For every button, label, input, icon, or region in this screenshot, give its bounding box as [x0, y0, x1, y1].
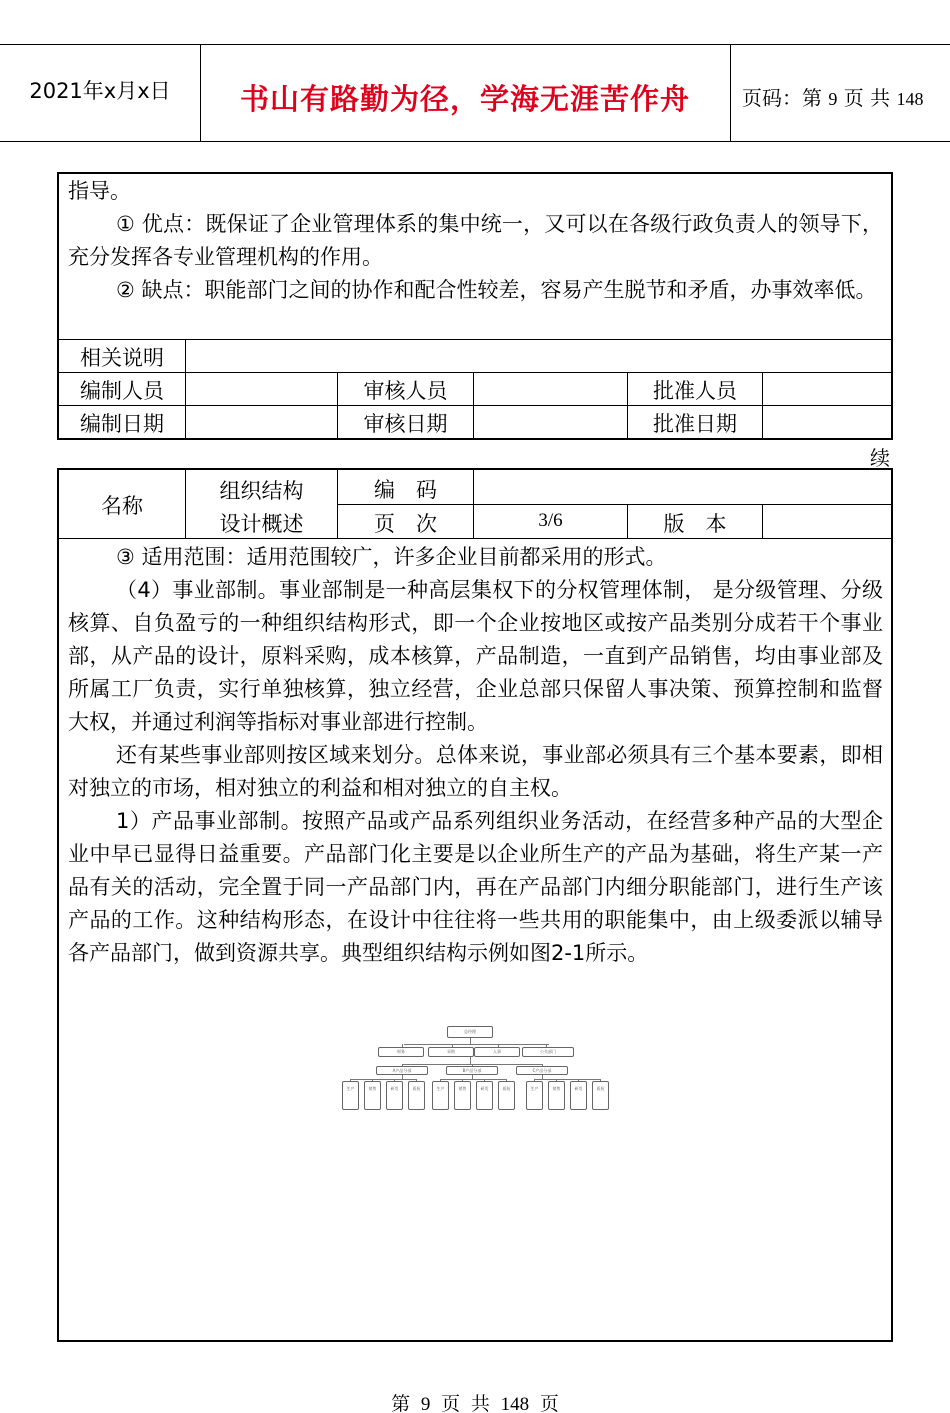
- org-chart-figure: [334, 1022, 620, 1114]
- review-date-label: 审核日期: [363, 412, 448, 436]
- org-box-division: C产品分部: [516, 1066, 568, 1075]
- header-page-total: 148: [896, 89, 924, 109]
- org-box-unit: 生产: [342, 1081, 359, 1110]
- org-box-unit: 研发: [386, 1081, 403, 1110]
- org-box-dept: 人事: [474, 1047, 520, 1057]
- org-box-unit: 研发: [570, 1081, 587, 1110]
- paragraph: ② 缺点：职能部门之间的协作和配合性较差，容易产生脱节和矛盾，办事效率低。: [116, 278, 877, 302]
- table-rule: [762, 504, 763, 538]
- org-box-division: A产品分部: [376, 1066, 428, 1075]
- header-divider: [730, 45, 731, 141]
- name-label: 名称: [101, 494, 143, 518]
- org-chart-connector: [440, 1079, 506, 1080]
- org-box-unit: 销售: [454, 1081, 471, 1110]
- header-page-info: [742, 82, 950, 111]
- header-page-label: 页码：第: [742, 86, 822, 110]
- table-rule: [57, 372, 893, 373]
- header-page-mid: 页 共: [843, 86, 891, 110]
- continued-label: 续: [870, 446, 890, 470]
- reviewer-label: 审核人员: [363, 379, 448, 403]
- paragraph: 还有某些事业部则按区域来划分。总体来说，事业部必须具有三个基本要素，即相对独立的市场，相对独立的利益和相对独立的自主权。: [68, 743, 883, 800]
- table-rule: [57, 405, 893, 406]
- header-page-number: 9: [828, 89, 838, 109]
- page-footer: 第 9 页 共 148 页: [391, 1394, 559, 1413]
- header-date: 2021年x月x日: [29, 79, 171, 103]
- org-box-unit: 销售: [364, 1081, 381, 1110]
- org-box-unit: 生产: [526, 1081, 543, 1110]
- org-box-unit: 销售: [548, 1081, 565, 1110]
- page-header: [0, 44, 950, 142]
- paragraph: ① 优点：既保证了企业管理体系的集中统一，又可以在各级行政负责人的领导下，充分发挥各专业管理机构的作用。: [68, 212, 883, 269]
- org-chart-connector: [534, 1079, 600, 1080]
- table-rule: [337, 504, 893, 505]
- org-box-unit: 质检: [592, 1081, 609, 1110]
- paragraph: 指导。: [68, 179, 131, 203]
- org-box-dept: 财务: [378, 1047, 424, 1057]
- page-value: 3/6: [538, 510, 563, 531]
- related-label: 相关说明: [80, 346, 164, 370]
- table-rule: [473, 372, 474, 440]
- table-rule: [57, 339, 893, 340]
- paragraph: （4）事业部制。事业部制是一种高层集权下的分权管理体制， 是分级管理、分级核算、自负盈亏的一种组织结构形式，即一个企业按地区或按产品类别分成若干个事业部，从产品的设计，原料采购，成本核算，产品制造，一直到产品销售，均由事业部及所属工厂负责，实行单独核算，独立经营，企业总部只保留人事决策、预算控制和监督大权，并通过利润等指标对事业部进行控制。: [68, 578, 883, 734]
- org-box-dept: 采购: [428, 1047, 474, 1057]
- table-rule: [762, 372, 763, 440]
- paragraph: 1）产品事业部制。按照产品或产品系列组织业务活动，在经营多种产品的大型企业中早已显得日益重要。产品部门化主要是以企业所生产的产品为基础，将生产某一产品有关的活动，完全置于同一产品部门内，再在产品部门内细分职能部门，进行生产该产品的工作。这种结构形态，在设计中往往将一些共用的职能集中，由上级委派以辅导各产品部门，做到资源共享。典型组织结构示例如图2-1所示。: [68, 809, 883, 965]
- header-motto: 书山有路勤为径，学海无涯苦作舟: [239, 82, 690, 116]
- table-rule: [185, 339, 186, 440]
- paragraph: ③ 适用范围：适用范围较广，许多企业目前都采用的形式。: [116, 545, 667, 569]
- org-box-unit: 质检: [408, 1081, 425, 1110]
- org-box-dept: 公关部门: [522, 1047, 574, 1057]
- code-label: 编 码: [374, 478, 437, 502]
- org-box-unit: 研发: [476, 1081, 493, 1110]
- name-value-line2: 设计概述: [219, 512, 304, 536]
- org-chart-connector: [350, 1079, 416, 1080]
- org-chart-connector: [404, 1044, 549, 1045]
- name-value-line1: 组织结构: [219, 479, 304, 503]
- approver-label: 批准人员: [653, 379, 737, 403]
- page-label: 页 次: [374, 512, 437, 536]
- approve-date-label: 批准日期: [653, 412, 737, 436]
- version-label: 版 本: [663, 512, 727, 536]
- org-box-division: B产品分部: [446, 1066, 498, 1075]
- table-rule: [57, 538, 893, 539]
- org-box-top: 总经理: [447, 1026, 493, 1038]
- editor-label: 编制人员: [80, 379, 164, 403]
- org-box-unit: 质检: [498, 1081, 515, 1110]
- edit-date-label: 编制日期: [80, 412, 164, 436]
- org-box-unit: 生产: [432, 1081, 449, 1110]
- org-chart-connector: [470, 1057, 471, 1064]
